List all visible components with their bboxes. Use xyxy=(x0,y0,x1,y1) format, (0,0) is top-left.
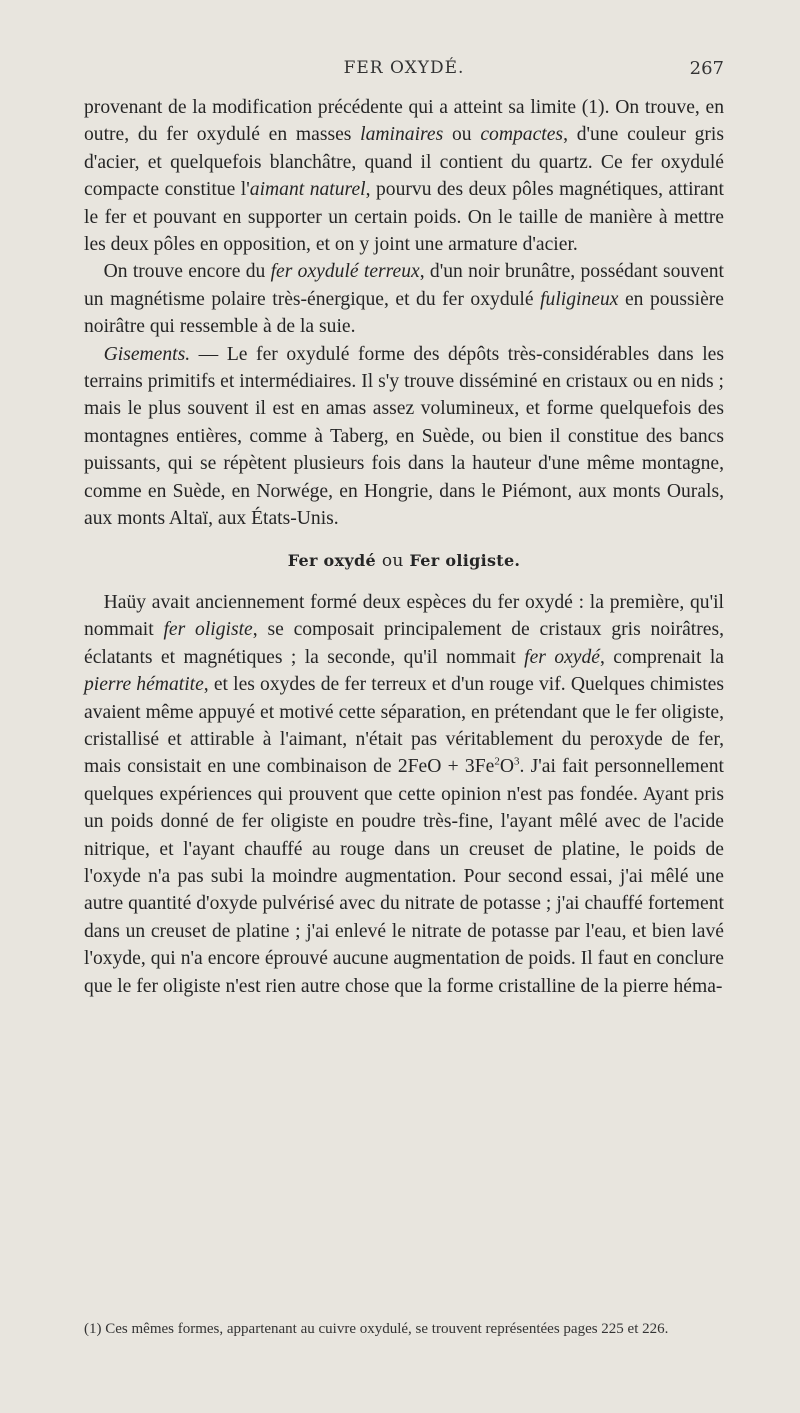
text-run: , comprenait la xyxy=(600,646,724,668)
text-run: , d'un noir brunâtre, possédant souvent un magnétisme polaire très-énergique, et du fer oxydulé xyxy=(84,261,725,310)
italic-term: pierre hématite xyxy=(84,674,204,696)
page-header xyxy=(84,58,724,88)
text-run: , pourvu des deux pôles magnétiques, attirant le fer et pouvant en supporter un certain poids. On le taille de manière à mettre les deux pôles en opposition, et on y joint une armature d'acier. xyxy=(84,179,724,256)
section-heading xyxy=(84,547,724,575)
text-run: provenant de la modification précédente qui a atteint sa limite (1). On trouve, en outre, du fer oxydulé en masses xyxy=(84,97,724,146)
heading-or: ou xyxy=(381,550,404,571)
heading-right: Fer oligiste. xyxy=(409,550,521,570)
footnote: (1) Ces mêmes formes, appartenant au cuivre oxydulé, se trouvent représentées pages 225 et 226. xyxy=(84,1321,669,1337)
superscript: 2 xyxy=(494,755,500,768)
text-run: , d'une couleur gris d'acier, et quelquefois blanchâtre, quand il contient du quartz. Ce fer oxydulé compacte constitue l' xyxy=(84,124,724,201)
text-run: On trouve encore du xyxy=(103,261,271,283)
superscript: 3 xyxy=(513,755,520,768)
text-run: , se composait principalement de cristaux gris noirâtres, éclatants et magnétiques ; la seconde, qu'il nommait xyxy=(84,619,724,668)
italic-term: fer oxydé xyxy=(524,646,601,668)
italic-term: fuligineux xyxy=(540,288,619,310)
paragraph-1 xyxy=(84,94,724,258)
italic-term: fer oxydulé terreux xyxy=(270,261,420,283)
text-run: , et les oxydes de fer terreux et d'un rouge vif. Quelques chimistes avaient même appuyé et motivé cette séparation, en prétendant que le fer oligiste, cristallisé et attirable à l'aimant, n'était pas véritablement du peroxyde de fer, mais consistait en une combinaison de 2FeO + 3Fe xyxy=(84,674,724,778)
text-run: O xyxy=(499,756,514,778)
body-text xyxy=(84,94,724,1000)
italic-term: compactes xyxy=(480,124,564,146)
text-run: Haüy avait anciennement formé deux espèces du fer oxydé : la première, qu'il nommait xyxy=(84,591,724,641)
text-run: ou xyxy=(443,124,481,146)
heading-left: Fer oxydé xyxy=(287,550,376,570)
text-run: en poussière noirâtre qui ressemble à de la suie. xyxy=(84,288,724,338)
page-number: 267 xyxy=(689,58,724,79)
paragraph-2 xyxy=(84,258,724,340)
text-run: . J'ai fait personnellement quelques expériences qui prouvent que cette opinion n'est pas fondée. Ayant pris un poids donné de fer oligiste en poudre très-fine, l'ayant mêlé avec de l'acide nitrique, et l'ayant chauffé au rouge dans un creuset de platine, le poids de l'oxyde n'a pas subi la moindre augmentation. Pour second essai, j'ai mêlé une autre quantité d'oxyde pulvérisé avec du nitrate de potasse ; j'ai chauffé fortement dans un creuset de platine ; j'ai enlevé le nitrate de potasse par l'eau, et bien lavé l'oxyde, qui n'a encore éprouvé aucune augmentation de poids. Il faut en conclure que le fer oligiste n'est rien autre chose que la forme cristalline de la pierre héma- xyxy=(84,756,724,997)
italic-term: aimant naturel xyxy=(249,179,366,201)
section-label: Gisements. xyxy=(103,343,191,365)
italic-term: laminaires xyxy=(360,124,444,146)
running-title: FER OXYDÉ. xyxy=(343,58,465,78)
italic-term: fer oligiste xyxy=(163,619,253,641)
text-run: — Le fer oxydulé forme des dépôts très-considérables dans les terrains primitifs et intermédiaires. Il s'y trouve disséminé en cristaux ou en nids ; mais le plus souvent il est en amas assez volumineux, et forme quelquefois des montagnes entières, comme à Taberg, en Suède, ou bien il constitue des bancs puissants, qui se répètent plusieurs fois dans la hauteur d'une même montagne, comme en Suède, en Norwége, en Hongrie, dans le Piémont, aux monts Ourals, aux monts Altaï, aux États-Unis. xyxy=(84,343,724,530)
paragraph-4 xyxy=(84,589,724,1000)
paragraph-3 xyxy=(84,341,724,533)
